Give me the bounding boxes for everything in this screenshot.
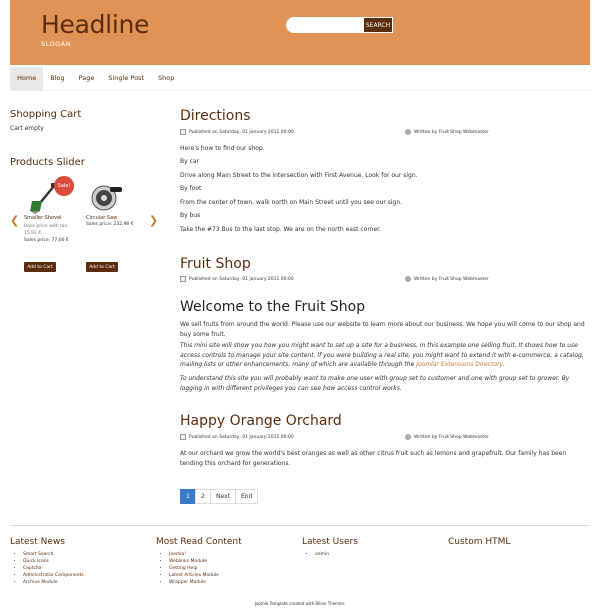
footer-divider bbox=[10, 525, 590, 526]
main-menu bbox=[10, 67, 181, 90]
circular-saw-image[interactable] bbox=[86, 181, 126, 211]
article-author bbox=[405, 129, 489, 135]
pagination bbox=[180, 489, 257, 504]
footer-link[interactable]: • Administrator Components bbox=[23, 572, 84, 579]
end-page-button[interactable]: End bbox=[235, 489, 258, 504]
orchard-text: At our orchard we grow the world's best oranges as well as other citrus fruit such as lemons and grapefruit. Our family has been tending this orchard for generations. bbox=[180, 450, 567, 467]
product-base-price bbox=[24, 223, 79, 237]
user-icon bbox=[405, 434, 411, 440]
author-text: Written by Fruit Shop Webmaster bbox=[414, 129, 489, 135]
product-name[interactable]: Smaller Shovel bbox=[24, 215, 62, 221]
footer-link[interactable]: • Smart Search bbox=[23, 551, 84, 558]
published-date: Published on Saturday, 01 January 2011 00:00 bbox=[189, 129, 294, 135]
author-text: Written by Fruit Shop Webmaster bbox=[414, 276, 489, 282]
add-to-cart-button[interactable]: Add to Cart bbox=[24, 262, 56, 272]
nav-item-home[interactable]: Home bbox=[10, 67, 43, 90]
nav-divider bbox=[10, 90, 590, 91]
calendar-icon bbox=[180, 129, 186, 135]
author-text: Written by Fruit Shop Webmaster bbox=[414, 434, 489, 440]
article-published bbox=[180, 129, 294, 135]
product-card-saw bbox=[86, 181, 141, 227]
latest-news-title: Latest News bbox=[10, 537, 65, 547]
site-headline[interactable]: Headline bbox=[41, 10, 150, 39]
article-published bbox=[180, 276, 294, 282]
footer-link[interactable]: • Weblinks Module bbox=[169, 558, 219, 565]
directions-line: Here's how to find our shop. bbox=[180, 145, 265, 152]
article-title-directions[interactable]: Directions bbox=[180, 108, 251, 124]
extensions-directory-link[interactable]: Joomla! Extensions Directory bbox=[416, 361, 503, 368]
page-1-button[interactable]: 1 bbox=[180, 489, 196, 504]
footer-link[interactable]: • Quick Icons bbox=[23, 558, 84, 565]
article-author bbox=[405, 434, 489, 440]
shopping-cart-title: Shopping Cart bbox=[10, 109, 82, 120]
fruit-shop-mini-site-text: This mini site will show you how you might want to set up a site for a business, in this example one selling fruit. It shows how to use access controls to manage your site content. If you were building a real site, you might want to extend it with e-commerce, a catalog, mailing lists or other enhancements, many of which are available through the Joomla! Extensions Directory. bbox=[180, 342, 584, 368]
directions-line: Take the #73 Bus to the last stop. We are on the north east corner. bbox=[180, 226, 381, 233]
sale-badge: Sale! bbox=[54, 176, 74, 196]
calendar-icon bbox=[180, 276, 186, 282]
latest-users-title: Latest Users bbox=[302, 537, 358, 547]
site-header bbox=[10, 0, 590, 65]
mini-site-text: This mini site will show you how you might want to set up a site for a business, in this example one selling fruit. It shows how to use access controls to manage your site content. If you were building a real site, you might want to extend it with e-commerce, a catalog, mailing lists or other enhancements, many of which are available through the bbox=[180, 342, 584, 368]
product-name[interactable]: Circular Saw bbox=[86, 215, 118, 221]
search-input[interactable] bbox=[286, 17, 366, 33]
footer-credit: Joomla Template created with Bilion Themler. bbox=[254, 601, 346, 606]
footer-link[interactable]: • admin bbox=[315, 551, 329, 558]
nav-item-blog[interactable]: Blog bbox=[50, 74, 65, 82]
add-to-cart-button[interactable]: Add to Cart bbox=[86, 262, 118, 272]
footer-link[interactable]: • Getting Help bbox=[169, 565, 219, 572]
fruit-shop-access-text: To understand this site you will probably want to make one user with group set to customer and one with group set to grower. By logging in with different privileges you can see how access control works. bbox=[180, 375, 570, 392]
footer-link[interactable]: • Wrapper Module bbox=[169, 579, 219, 586]
product-sales-price: Sales price: 232,96 € bbox=[86, 222, 134, 227]
article-author bbox=[405, 276, 489, 282]
nav-item-single-post[interactable]: Single Post bbox=[108, 74, 144, 82]
nav-item-page[interactable]: Page bbox=[78, 74, 95, 82]
directions-line: By bus bbox=[180, 212, 201, 219]
footer-link[interactable]: • Joomla! bbox=[169, 551, 219, 558]
page-2-button[interactable]: 2 bbox=[195, 489, 211, 504]
calendar-icon bbox=[180, 434, 186, 440]
directions-line: Drive along Main Street to the intersection with First Avenue. Look for our sign. bbox=[180, 172, 418, 179]
footer-link[interactable]: • Captcha bbox=[23, 565, 84, 572]
cart-status: Cart empty bbox=[10, 125, 44, 132]
fruit-shop-intro: We sell fruits from around the world. Please use our website to learn more about our business. We hope you will come to our shop and buy some fruit. bbox=[180, 321, 585, 338]
published-date: Published on Saturday, 01 January 2011 00:00 bbox=[189, 434, 294, 440]
footer-link[interactable]: • Latest Articles Module bbox=[169, 572, 219, 579]
article-title-orchard[interactable]: Happy Orange Orchard bbox=[180, 413, 342, 429]
next-page-button[interactable]: Next bbox=[210, 489, 236, 504]
search-button[interactable]: SEARCH bbox=[363, 17, 393, 33]
latest-news-list bbox=[11, 551, 84, 586]
article-published bbox=[180, 434, 294, 440]
directions-line: From the center of town, walk north on Main Street until you see our sign. bbox=[180, 199, 403, 206]
site-slogan: SLOGAN bbox=[41, 40, 71, 48]
products-slider-title: Products Slider bbox=[10, 157, 85, 168]
most-read-list bbox=[157, 551, 219, 586]
published-date: Published on Saturday, 01 January 2011 00:00 bbox=[189, 276, 294, 282]
product-sales-price: Sales price: 77,00 € bbox=[24, 238, 69, 243]
welcome-heading: Welcome to the Fruit Shop bbox=[180, 299, 366, 315]
latest-users-list bbox=[303, 551, 329, 558]
user-icon bbox=[405, 276, 411, 282]
most-read-title: Most Read Content bbox=[156, 537, 242, 547]
slider-next-arrow-icon[interactable]: ❯ bbox=[149, 214, 159, 227]
footer-link[interactable]: • Archive Module bbox=[23, 579, 84, 586]
base-price-label: Base price with tax: bbox=[24, 224, 69, 229]
slider-prev-arrow-icon[interactable]: ❮ bbox=[10, 214, 20, 227]
directions-line: By foot bbox=[180, 185, 202, 192]
user-icon bbox=[405, 129, 411, 135]
article-title-fruit-shop[interactable]: Fruit Shop bbox=[180, 256, 251, 272]
nav-item-shop[interactable]: Shop bbox=[157, 74, 175, 82]
base-price-value: 15,92 € bbox=[24, 231, 42, 236]
directions-line: By car bbox=[180, 158, 200, 165]
custom-html-title: Custom HTML bbox=[448, 537, 511, 547]
